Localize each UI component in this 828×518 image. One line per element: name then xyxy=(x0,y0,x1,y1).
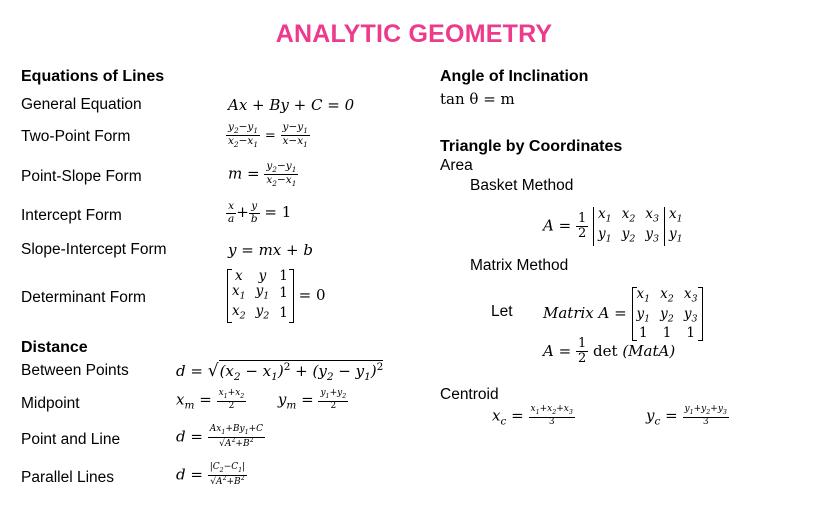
between-points-label: Between Points xyxy=(21,362,129,379)
centroid-label: Centroid xyxy=(440,386,499,403)
general-equation-label: General Equation xyxy=(21,96,142,113)
angle-of-inclination-heading: Angle of Inclination xyxy=(440,68,589,85)
point-slope-form-formula: m = $\frac{y_2-y_1}{x_2-x_1}$ xyxy=(228,160,297,189)
equations-of-lines-heading: Equations of Lines xyxy=(21,68,165,85)
distance-heading: Distance xyxy=(21,339,88,356)
basket-method-label: Basket Method xyxy=(470,177,574,194)
centroid-y-formula: $y_c$ = $\frac{y_1+y_2+y_3}{3}$ xyxy=(646,404,727,428)
determinant-form-formula: x y 1 $x_1$ $y_1$ 1 $x_2$ $y_2$ 1 = 0 xyxy=(227,269,326,323)
parallel-lines-formula: d = $\frac{|C_2-C_1|}{√A^2+B^2}$ xyxy=(176,462,246,487)
let-label: Let xyxy=(491,303,513,320)
midpoint-formula: $x_m$ = $\frac{x_1+x_2}{2}$ $y_m$ = $\frac{y_1+y_2}{2}$ xyxy=(176,388,347,412)
point-slope-form-label: Point-Slope Form xyxy=(21,168,142,185)
determinant-form-label: Determinant Form xyxy=(21,289,146,306)
intercept-form-rhs: = 1 xyxy=(264,203,292,222)
two-point-form-label: Two-Point Form xyxy=(21,128,131,145)
area-label: Area xyxy=(440,157,473,174)
parallel-lines-label: Parallel Lines xyxy=(21,469,115,486)
point-and-line-label: Point and Line xyxy=(21,431,121,448)
two-point-form-formula: $\frac{y_2-y_1}{x_2-x_1}$ = $\frac{y-y_1}{x-x_1}$ xyxy=(228,121,308,150)
matrix-definition-formula: Matrix A = $x_1$ $x_2$ $x_3$ $y_1$ $y_2$ $y_3$ 1 1 1 xyxy=(543,287,703,341)
page-title: ANALYTIC GEOMETRY xyxy=(275,20,553,48)
midpoint-label: Midpoint xyxy=(21,395,80,412)
between-points-formula: $d = √(x_2 - x_1)^2 + (y_2 - y_1)^2$ xyxy=(176,361,384,383)
angle-formula: tan θ = m xyxy=(440,90,515,108)
triangle-heading: Triangle by Coordinates xyxy=(440,138,623,155)
point-and-line-formula: d = $\frac{Ax_1+By_1+C}{√A^2+B^2}$ xyxy=(176,424,264,449)
slope-intercept-form-formula: y = mx + b xyxy=(228,241,313,259)
general-equation-formula: Ax + By + C = 0 xyxy=(228,96,355,114)
slope-intercept-form-label: Slope-Intercept Form xyxy=(21,241,167,258)
matrix-method-label: Matrix Method xyxy=(470,257,569,274)
intercept-form-formula: $\frac{x}{a}$ + $\frac{y}{b}$ = 1 xyxy=(228,200,292,225)
matrix-area-formula: A = $\frac{1}{2}$ det (MatA) xyxy=(543,336,676,367)
centroid-x-formula: $x_c$ = $\frac{x_1+x_2+x_3}{3}$ xyxy=(492,404,573,428)
intercept-form-label: Intercept Form xyxy=(21,207,122,224)
basket-method-formula: A = $\frac{1}{2}$ $x_1$ $x_2$ $x_3$ $y_1$ $y_2$ $y_3$ $x_1$ $y_1$ xyxy=(543,206,683,245)
